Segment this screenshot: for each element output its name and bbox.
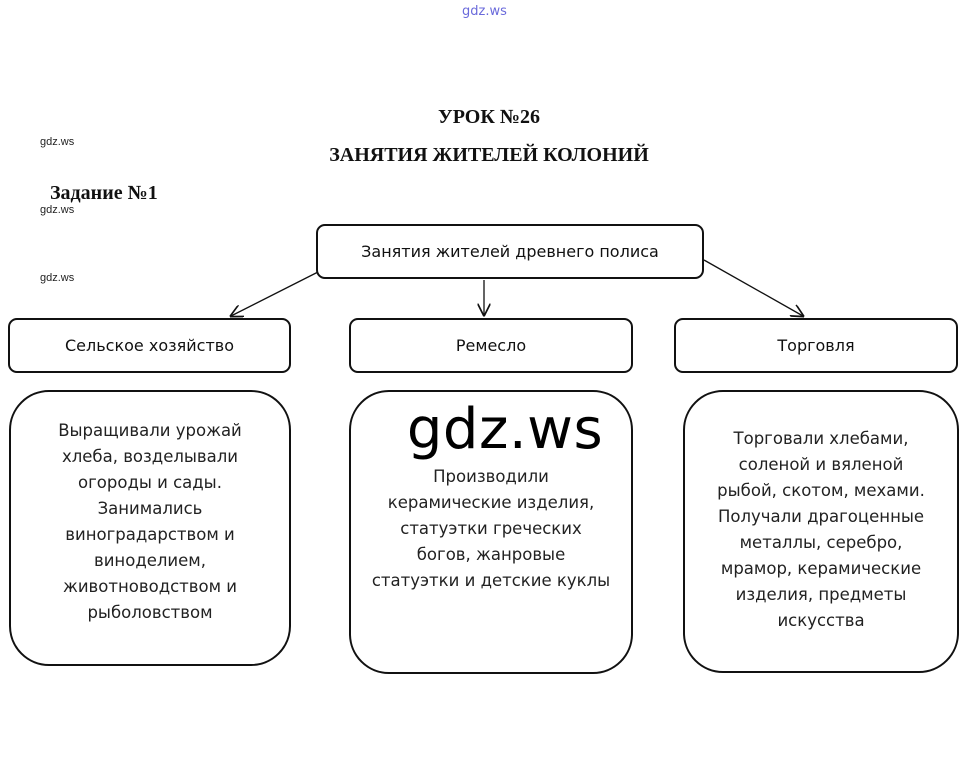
description-line: Производили [433, 467, 549, 486]
description-line: огороды и сады. [78, 473, 222, 492]
description-trade [683, 390, 959, 673]
description-line: металлы, серебро, [739, 533, 903, 552]
description-line: рыбой, скотом, мехами. [717, 481, 925, 500]
arrow-left [231, 272, 318, 316]
description-line: Занимались [97, 499, 203, 518]
description-line: соленой и вяленой [738, 455, 904, 474]
description-line: хлеба, возделывали [61, 447, 239, 466]
description-line: изделия, предметы [735, 585, 907, 604]
description-line: виноградарством и [65, 525, 235, 544]
description-line: искусства [777, 611, 865, 630]
watermark-small: gdz.ws [40, 272, 75, 284]
category-trade [674, 318, 958, 373]
subject-title: ЗАНЯТИЯ ЖИТЕЛЕЙ КОЛОНИЙ [329, 144, 649, 166]
description-agriculture [9, 390, 291, 666]
category-label: Ремесло [455, 336, 527, 355]
description-line: статуэтки и детские куклы [371, 571, 611, 590]
category-craft [349, 318, 633, 373]
arrow-right [704, 260, 803, 316]
description-line: виноделием, [93, 551, 206, 570]
root-node [316, 224, 704, 279]
description-line: керамические изделия, [387, 493, 595, 512]
category-agriculture [8, 318, 291, 373]
lesson-title: УРОК №26 [438, 106, 540, 128]
description-line: Получали драгоценные [717, 507, 925, 526]
description-line: статуэтки греческих [400, 519, 582, 538]
description-line: мрамор, керамические [720, 559, 922, 578]
watermark-top: gdz.ws [462, 4, 507, 19]
description-line: Торговали хлебами, [733, 429, 909, 448]
watermark-small: gdz.ws [40, 136, 75, 148]
description-line: животноводством и [62, 577, 238, 596]
root-node-label: Занятия жителей древнего полиса [361, 242, 659, 261]
watermark-big: gdz.ws [406, 397, 604, 462]
category-label: Торговля [777, 336, 855, 355]
watermark-small: gdz.ws [40, 204, 75, 216]
description-line: рыболовством [87, 603, 213, 622]
category-label: Сельское хозяйство [65, 336, 234, 355]
description-line: Выращивали урожай [58, 421, 242, 440]
description-line: богов, жанровые [416, 545, 566, 564]
task-title: Задание №1 [50, 182, 158, 204]
